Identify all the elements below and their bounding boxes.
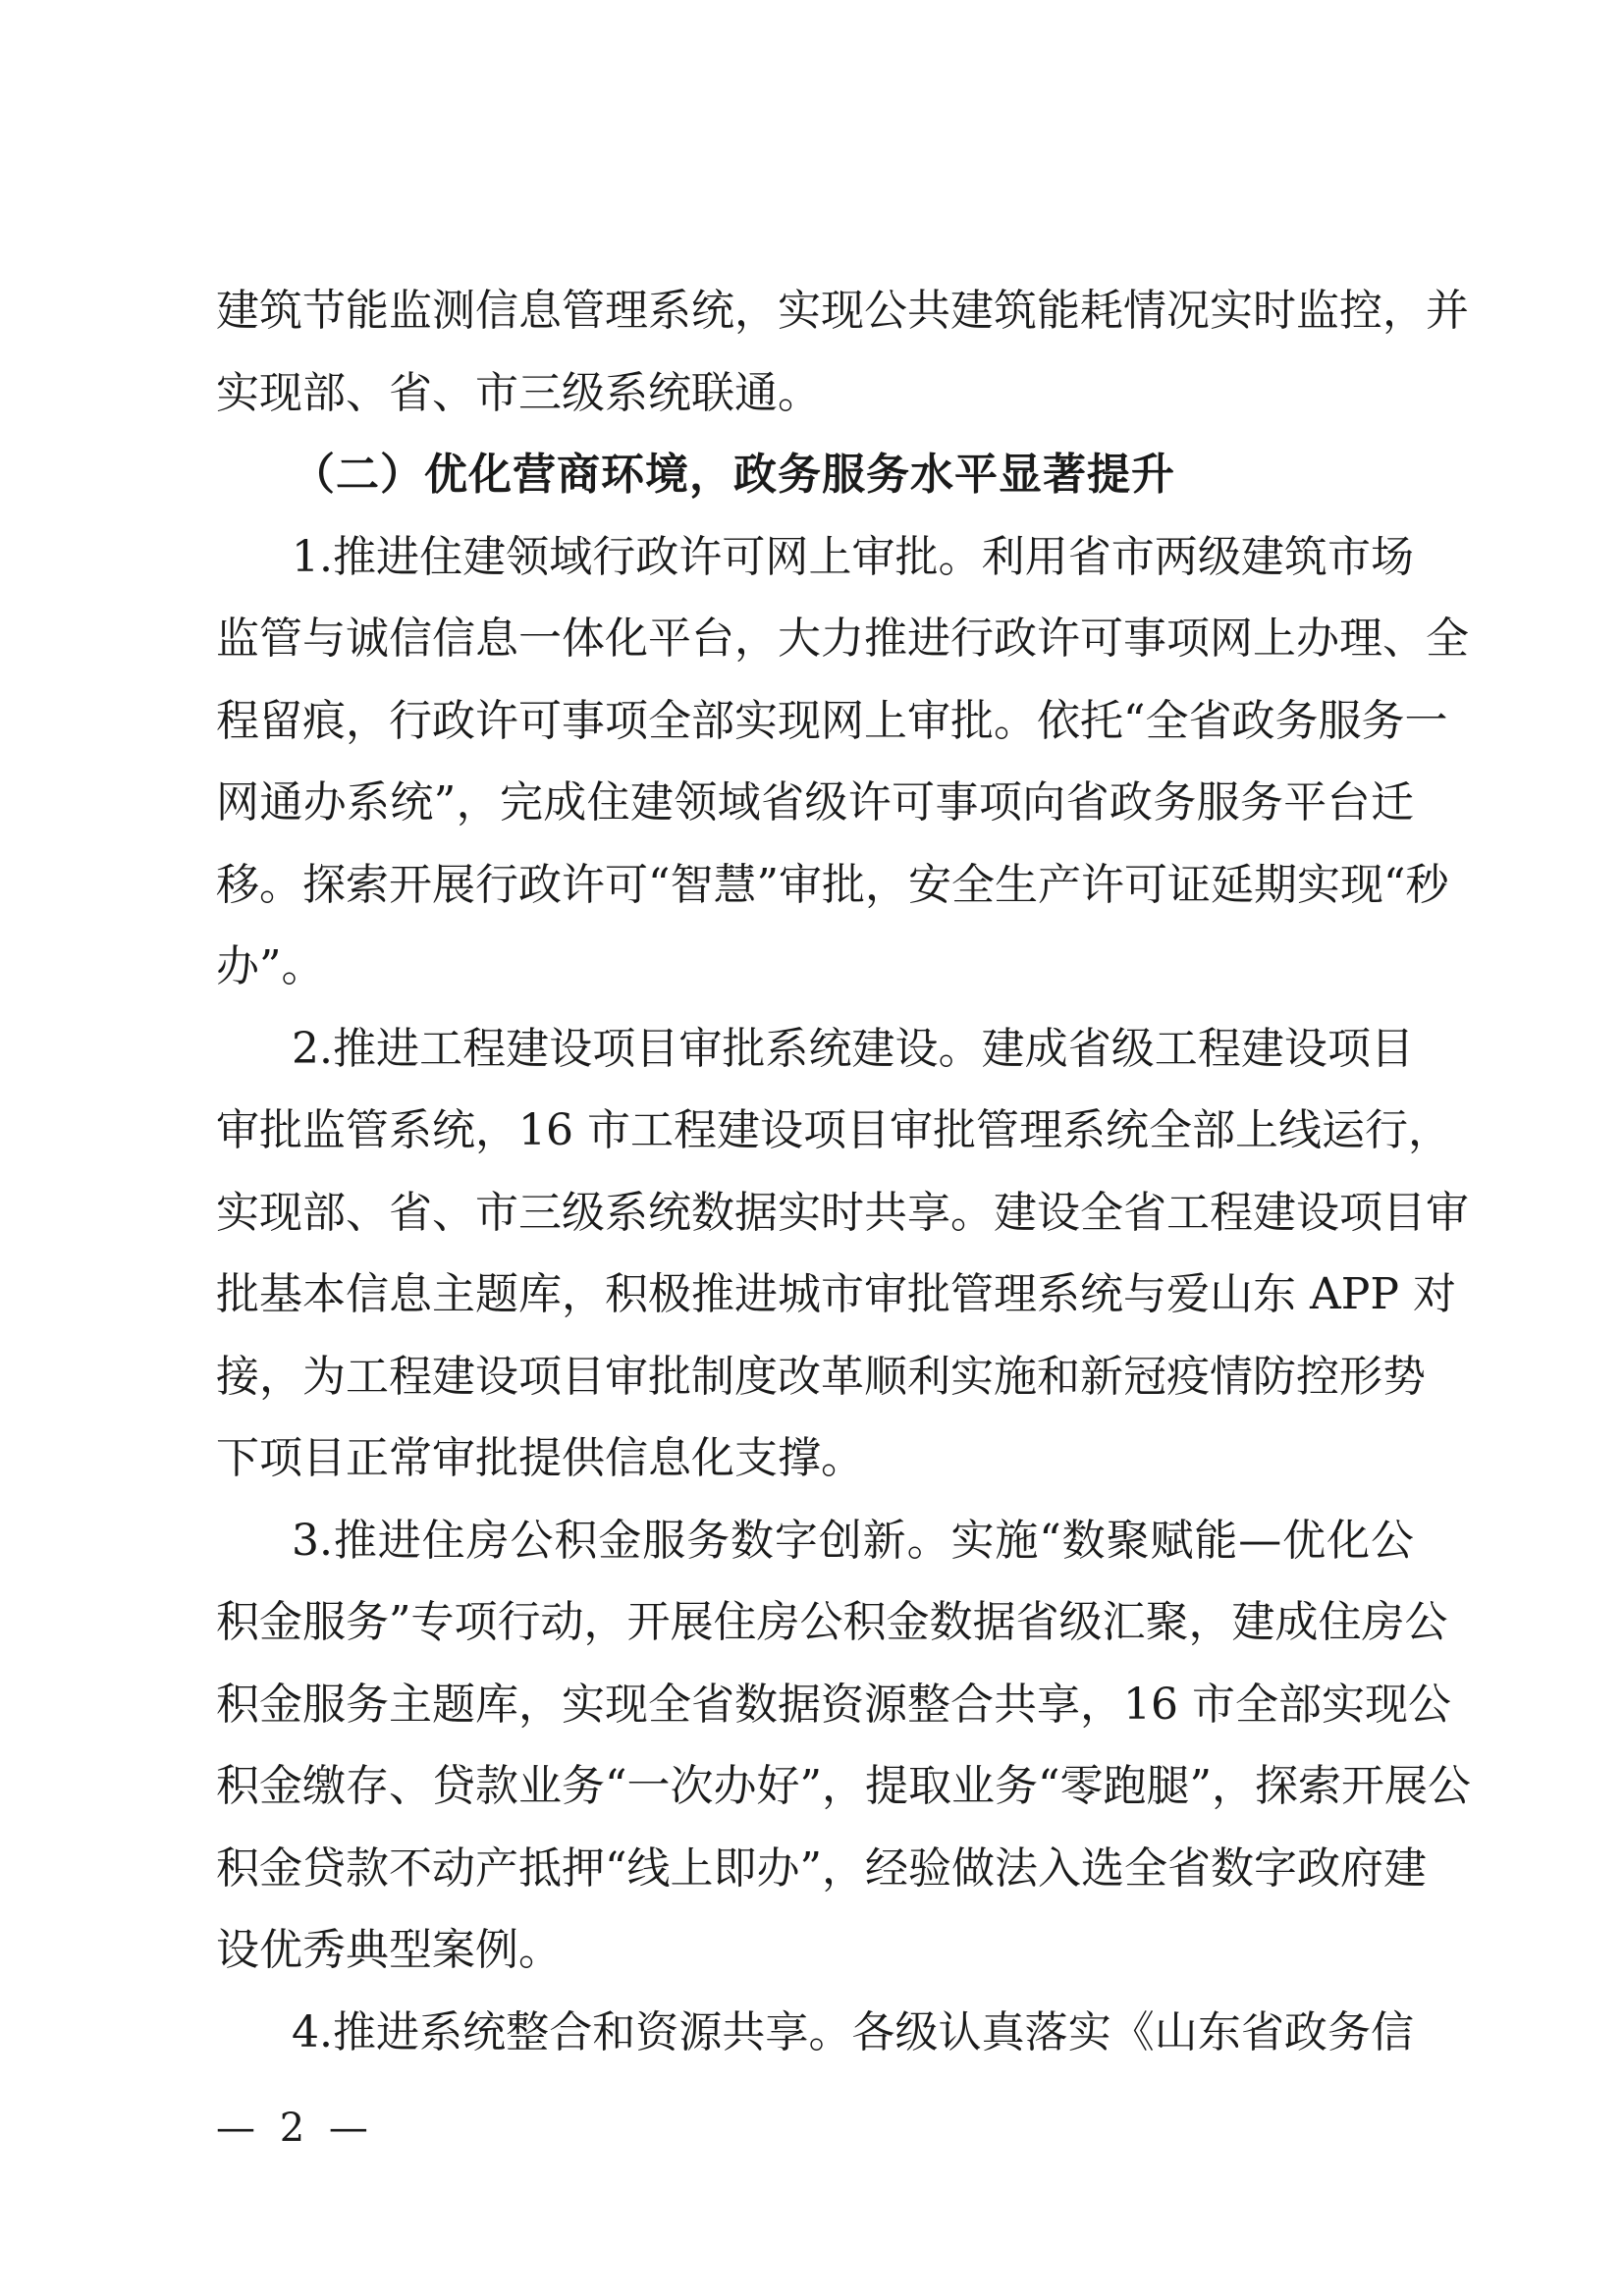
- body-line: 积金缴存、贷款业务“一次办好”，提取业务“零跑腿”，探索开展公: [216, 1761, 1471, 1811]
- body-line: 积金服务”专项行动，开展住房公积金数据省级汇聚，建成住房公: [216, 1597, 1448, 1647]
- body-line: 实现部、省、市三级系统数据实时共享。建设全省工程建设项目审: [216, 1188, 1469, 1238]
- paragraph-first-line: 3.推进住房公积金服务数字创新。实施“数聚赋能—优化公: [292, 1516, 1414, 1566]
- paragraph-first-line: 4.推进系统整合和资源共享。各级认真落实《山东省政务信: [292, 2007, 1414, 2057]
- body-line: 程留痕，行政许可事项全部实现网上审批。依托“全省政务服务一: [216, 696, 1448, 746]
- body-line: 设优秀典型案例。: [216, 1925, 562, 1975]
- paragraph-first-line: 1.推进住建领域行政许可网上审批。利用省市两级建筑市场: [292, 532, 1414, 582]
- paragraph-first-line: 2.推进工程建设项目审批系统建设。建成省级工程建设项目: [292, 1024, 1414, 1074]
- body-line: 积金贷款不动产抵押“线上即办”，经验做法入选全省数字政府建: [216, 1843, 1427, 1894]
- body-line: 网通办系统”，完成住建领域省级许可事项向省政务服务平台迁: [216, 777, 1414, 828]
- body-line: 批基本信息主题库，积极推进城市审批管理系统与爱山东 APP 对: [216, 1269, 1456, 1319]
- body-line: 下项目正常审批提供信息化支撑。: [216, 1433, 864, 1483]
- body-line: 建筑节能监测信息管理系统，实现公共建筑能耗情况实时监控，并: [216, 286, 1469, 336]
- body-line: 监管与诚信信息一体化平台，大力推进行政许可事项网上办理、全: [216, 614, 1469, 664]
- body-line: 办”。: [216, 941, 325, 991]
- body-line: 审批监管系统，16 市工程建设项目审批管理系统全部上线运行，: [216, 1105, 1451, 1155]
- body-line: 积金服务主题库，实现全省数据资源整合共享，16 市全部实现公: [216, 1680, 1451, 1730]
- page-number: — 2 —: [216, 2106, 374, 2151]
- body-line: 移。探索开展行政许可“智慧”审批，安全生产许可证延期实现“秒: [216, 860, 1449, 910]
- section-heading: （二）优化营商环境，政务服务水平显著提升: [292, 450, 1175, 500]
- body-line: 实现部、省、市三级系统联通。: [216, 368, 821, 418]
- body-line: 接，为工程建设项目审批制度改革顺利实施和新冠疫情防控形势: [216, 1352, 1426, 1402]
